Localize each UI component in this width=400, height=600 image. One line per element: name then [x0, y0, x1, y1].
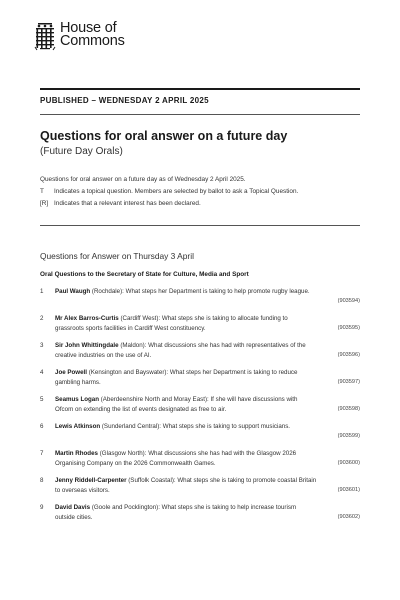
- member-name: Paul Waugh: [55, 288, 91, 295]
- question-item: [40, 341, 360, 360]
- question-ref: (903597): [337, 378, 360, 385]
- member-name: Jenny Riddell-Carpenter: [55, 477, 127, 484]
- page-subtitle: (Future Day Orals): [40, 146, 123, 157]
- member-name: Lewis Atkinson: [55, 423, 101, 430]
- constituency: (Maldon):: [118, 342, 149, 349]
- logo-text: [60, 22, 125, 48]
- constituency: (Glasgow North):: [97, 450, 149, 457]
- constituency: (Sunderland Central):: [100, 423, 163, 430]
- legend-interest: [40, 200, 201, 207]
- question-number: 6: [40, 423, 44, 430]
- question-item: [40, 314, 360, 333]
- constituency: (Goole and Pocklington):: [90, 504, 162, 511]
- question-ref: (903601): [337, 486, 360, 493]
- constituency: (Aberdeenshire North and Moray East):: [99, 396, 211, 403]
- top-rule: [40, 88, 360, 90]
- question-number: 9: [40, 504, 44, 511]
- question-text: What steps she is taking to help increase tourism outside cities.: [55, 504, 297, 521]
- question-ref: (903599): [337, 432, 360, 439]
- question-number: 1: [40, 288, 44, 295]
- question-ref: (903600): [337, 459, 360, 466]
- logo-line-2: Commons: [60, 33, 125, 49]
- house-of-commons-logo: [34, 22, 125, 51]
- question-ref: (903594): [337, 297, 360, 304]
- constituency: (Suffolk Coastal):: [126, 477, 178, 484]
- question-item: [40, 368, 360, 387]
- published-rule: [40, 114, 360, 115]
- question-number: 3: [40, 342, 44, 349]
- member-name: Martin Rhodes: [55, 450, 98, 457]
- question-text: What steps she is taking to promote coastal Britain to overseas visitors.: [55, 477, 317, 494]
- published-date: PUBLISHED – WEDNESDAY 2 APRIL 2025: [40, 96, 209, 105]
- member-name: Sir John Whittingdale: [55, 342, 119, 349]
- question-ref: (903598): [337, 405, 360, 412]
- page-title: Questions for oral answer on a future day: [40, 129, 288, 143]
- constituency: (Cardiff West):: [118, 315, 162, 322]
- question-number: 8: [40, 477, 44, 484]
- question-ref: (903602): [337, 513, 360, 520]
- question-ref: (903596): [337, 351, 360, 358]
- member-name: David Davis: [55, 504, 91, 511]
- question-text: What steps her Department is taking to reduce gambling harms.: [55, 369, 298, 386]
- question-item: [40, 503, 360, 522]
- legend-key: [R]: [40, 200, 49, 207]
- question-number: 4: [40, 369, 44, 376]
- question-item: [40, 422, 360, 441]
- question-text: If she will have discussions with Ofcom on extending the list of events designated as free to air.: [55, 396, 298, 413]
- member-name: Seamus Logan: [55, 396, 100, 403]
- question-number: 5: [40, 396, 44, 403]
- question-text: What steps she is taking to support musicians.: [162, 423, 291, 430]
- question-number: 7: [40, 450, 44, 457]
- question-text: What steps her Department is taking to help promote rugby league.: [125, 288, 310, 295]
- member-name: Joe Powell: [55, 369, 87, 376]
- constituency: (Kensington and Bayswater):: [86, 369, 170, 376]
- intro-text: Questions for oral answer on a future day as of Wednesday 2 April 2025.: [40, 176, 246, 183]
- legend-key: T: [40, 188, 44, 195]
- logo-line-1: House of: [60, 20, 117, 36]
- section-rule: [40, 225, 360, 226]
- question-text: What discussions she has had with the Glasgow 2026 Organising Company on the 2026 Commonwealth Games.: [55, 450, 297, 467]
- legend-text: Indicates a topical question. Members are selected by ballot to ask a Topical Question.: [54, 188, 299, 195]
- question-number: 2: [40, 315, 44, 322]
- member-name: Mr Alex Barros-Curtis: [55, 315, 119, 322]
- portcullis-icon: [34, 23, 56, 51]
- question-text: What discussions she has had with representatives of the creative industries on the use of AI.: [55, 342, 306, 359]
- section-heading: Oral Questions to the Secretary of State for Culture, Media and Sport: [40, 271, 249, 278]
- questions-list: [40, 287, 360, 530]
- question-text: What steps she is taking to allocate funding to grassroots sports facilities in Cardiff West constituency.: [55, 315, 288, 332]
- question-item: [40, 449, 360, 468]
- question-ref: (903595): [337, 324, 360, 331]
- legend-topical: [40, 188, 298, 195]
- question-item: [40, 395, 360, 414]
- date-heading: Questions for Answer on Thursday 3 April: [40, 251, 194, 261]
- question-item: [40, 476, 360, 495]
- question-item: [40, 287, 360, 306]
- constituency: (Rochdale):: [90, 288, 126, 295]
- legend-text: Indicates that a relevant interest has been declared.: [54, 200, 201, 207]
